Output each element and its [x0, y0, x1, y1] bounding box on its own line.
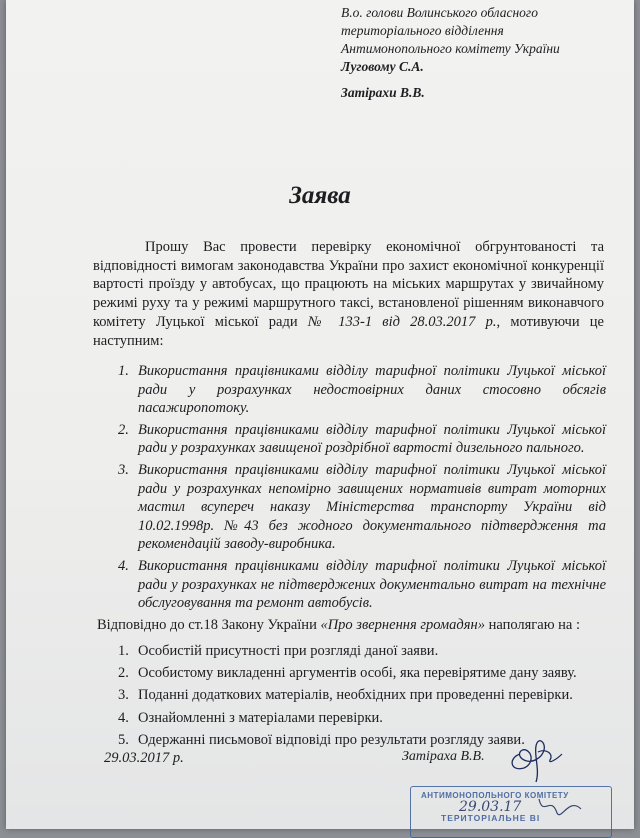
document-date: 29.03.2017 р. — [104, 750, 184, 766]
legal-basis-line: Відповідно до ст.18 Закону України «Про звернення громадян» наполягаю на : — [97, 617, 580, 633]
list-item: 3. Використання працівниками відділу тарифної політики Луцької міської ради у розрахунках непомірно завищених нормативів витрат моторних мастил всупереч наказу Міністерства транспорту України від 10.02.1998р. №43 без жодного документального підтвердження та рекомендацій заводу-виробника. — [118, 461, 606, 553]
intro-text: Прошу Вас провести перевірку економічної обгрунтованості та відповідності вимогам законодавства України про захист економічної конкуренції вартості проїзду у автобусах, що працюють на міських маршрутах у звичайному режимі руху та у режимі маршрутного таксі, встановленої рішенням виконавчого комітету Луцької міської ради — [93, 239, 604, 330]
list-item: 5. Одержанні письмової відповіді про результати розгляду заяви. — [118, 731, 525, 748]
addressee-position-line-3: Антимонопольного комітету України — [341, 41, 560, 56]
handwritten-signature — [498, 724, 578, 784]
decision-reference: № 133-1 від 28.03.2017 р. — [307, 313, 497, 330]
list-item: 4. Використання працівниками відділу тарифної політики Луцької міської ради у розрахунках не підтверджених документально витрат на технічне обслуговування та ремонт автобусів. — [118, 557, 606, 612]
registration-stamp: АНТИМОНОПОЛЬНОГО КОМІТЕТУ ТЕРИТОРІАЛЬНЕ ВІ 29.03.17 — [410, 786, 612, 838]
list-item: 1. Використання працівниками відділу тарифної політики Луцької міської ради у розрахунках недостовірних даних стосовно обсягів пасажиропотоку. — [118, 363, 606, 417]
list-item: 1. Особистій присутності при розгляді даної заяви. — [118, 643, 439, 659]
list-item: 3. Поданні додаткових матеріалів, необхідних при проведенні перевірки. — [118, 687, 573, 704]
law-name: «Про звернення громадян» — [320, 617, 485, 633]
list-item: 2. Особистому викладенні аргументів особі, яка перевірятиме дану заяву. — [118, 665, 577, 682]
signer-name: Затіраха В.В. — [402, 749, 485, 764]
addressee-position-line-2: територіального відділення — [341, 23, 504, 38]
stamp-handwritten-date: 29.03.17 — [459, 799, 522, 815]
intro-tail: , мотивуючи це наступним: — [93, 313, 604, 349]
list-item: 4. Ознайомленні з матеріалами перевірки. — [118, 709, 383, 726]
document-title: Заява — [289, 182, 351, 209]
addressee-block — [341, 4, 631, 102]
addressee-position-line-1: В.о. голови Волинського обласного — [341, 5, 538, 20]
list-item: 2. Використання працівниками відділу тарифної політики Луцької міської ради у розрахунках завищеної роздрібної вартості дизельного пального. — [118, 421, 606, 457]
addressee-name: Луговому С.А. — [341, 59, 424, 74]
reasons-list — [118, 362, 606, 616]
sender-name: Затірахи В.В. — [341, 85, 425, 100]
intro-paragraph — [93, 238, 604, 350]
document-page — [6, 0, 634, 829]
